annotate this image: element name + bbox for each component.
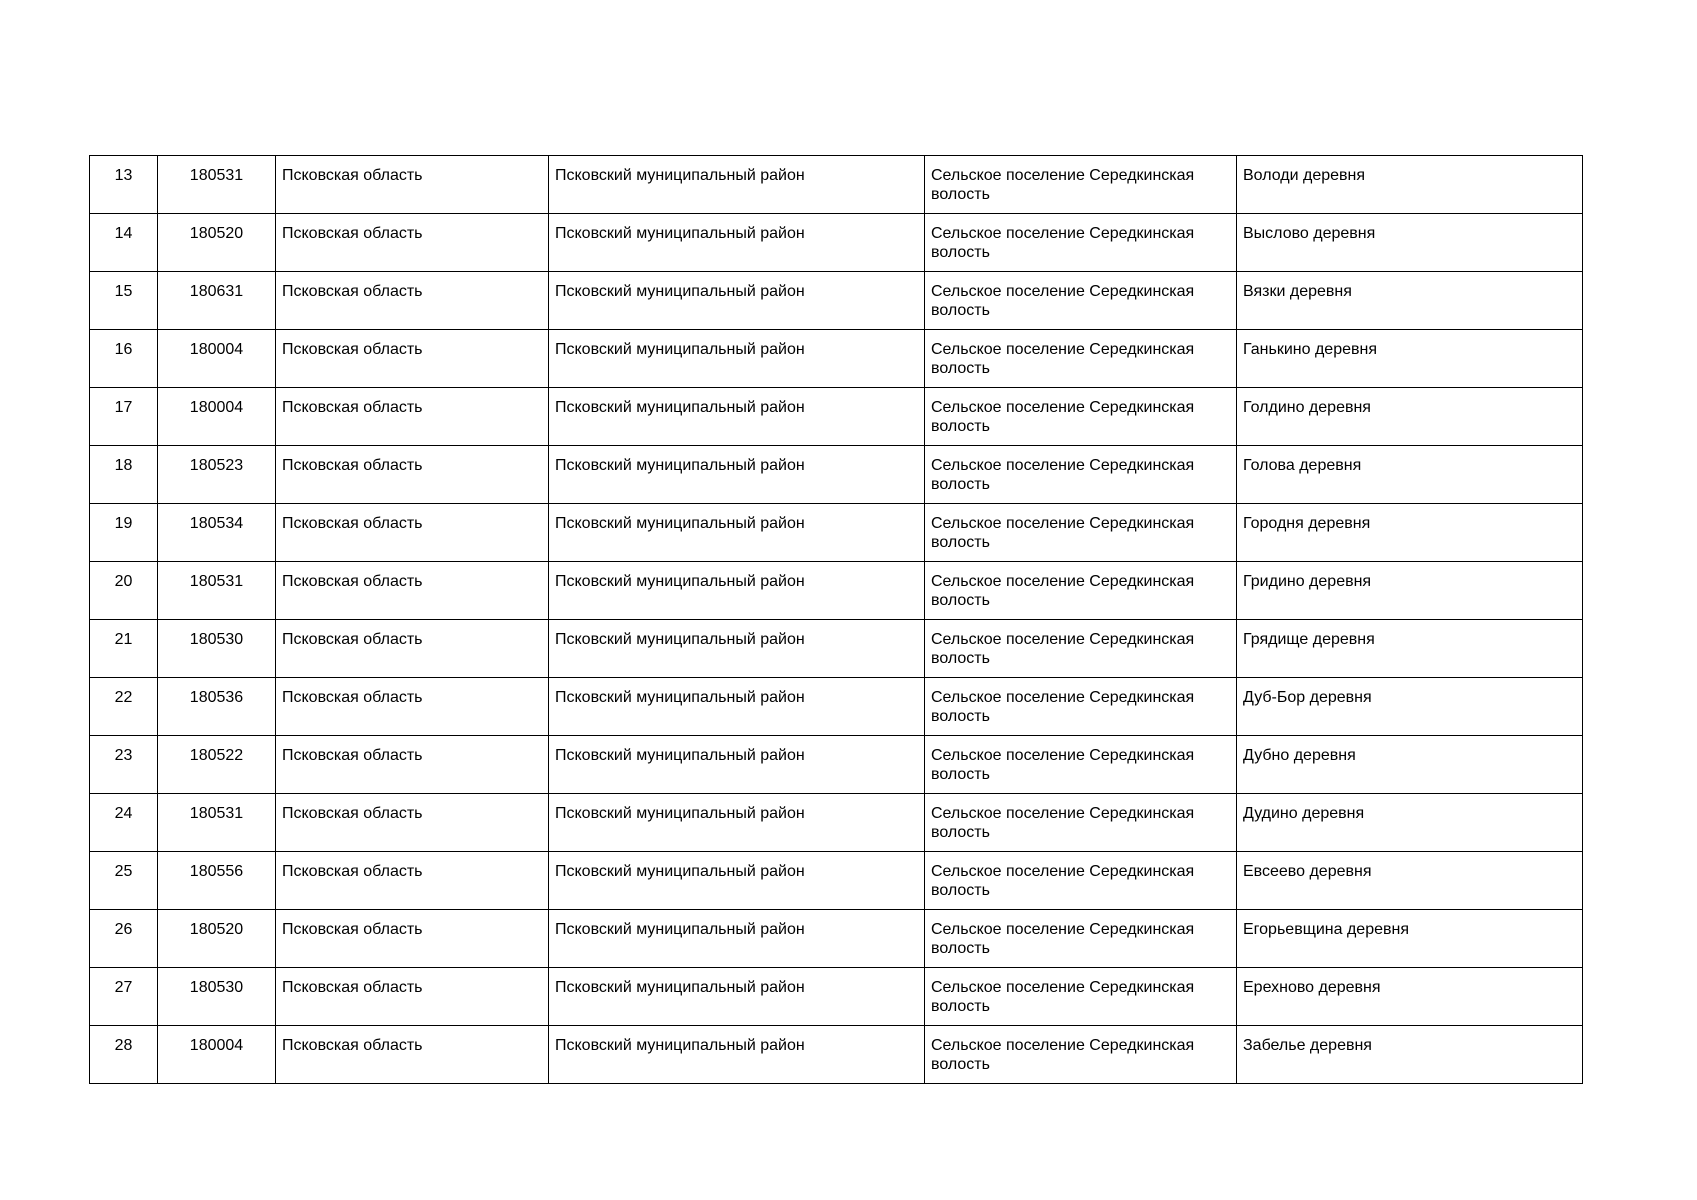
- table-row: [90, 562, 1583, 620]
- row-number-cell: 27: [90, 968, 158, 1026]
- district-cell: Псковский муниципальный район: [549, 446, 925, 504]
- postal-code-cell: 180520: [158, 214, 276, 272]
- locality-cell: Дуб-Бор деревня: [1237, 678, 1583, 736]
- row-number-cell: 22: [90, 678, 158, 736]
- table-row: [90, 620, 1583, 678]
- settlement-cell: Сельское поселение Середкинская волость: [925, 214, 1237, 272]
- postal-code-cell: 180531: [158, 562, 276, 620]
- table-row: [90, 156, 1583, 214]
- locality-cell: Вязки деревня: [1237, 272, 1583, 330]
- row-number-cell: 14: [90, 214, 158, 272]
- settlement-cell: Сельское поселение Середкинская волость: [925, 620, 1237, 678]
- district-cell: Псковский муниципальный район: [549, 214, 925, 272]
- row-number-cell: 24: [90, 794, 158, 852]
- region-cell: Псковская область: [276, 736, 549, 794]
- region-cell: Псковская область: [276, 620, 549, 678]
- locality-cell: Евсеево деревня: [1237, 852, 1583, 910]
- locality-cell: Голова деревня: [1237, 446, 1583, 504]
- locality-cell: Ганькино деревня: [1237, 330, 1583, 388]
- locality-cell: Володи деревня: [1237, 156, 1583, 214]
- locality-table: [89, 155, 1583, 1084]
- table-row: [90, 678, 1583, 736]
- settlement-cell: Сельское поселение Середкинская волость: [925, 1026, 1237, 1084]
- table-row: [90, 736, 1583, 794]
- district-cell: Псковский муниципальный район: [549, 678, 925, 736]
- postal-code-cell: 180520: [158, 910, 276, 968]
- row-number-cell: 25: [90, 852, 158, 910]
- region-cell: Псковская область: [276, 388, 549, 446]
- settlement-cell: Сельское поселение Середкинская волость: [925, 156, 1237, 214]
- region-cell: Псковская область: [276, 968, 549, 1026]
- settlement-cell: Сельское поселение Середкинская волость: [925, 678, 1237, 736]
- settlement-cell: Сельское поселение Середкинская волость: [925, 388, 1237, 446]
- postal-code-cell: 180631: [158, 272, 276, 330]
- row-number-cell: 26: [90, 910, 158, 968]
- locality-cell: Забелье деревня: [1237, 1026, 1583, 1084]
- district-cell: Псковский муниципальный район: [549, 156, 925, 214]
- locality-cell: Гридино деревня: [1237, 562, 1583, 620]
- region-cell: Псковская область: [276, 272, 549, 330]
- table-row: [90, 1026, 1583, 1084]
- postal-code-cell: 180004: [158, 330, 276, 388]
- settlement-cell: Сельское поселение Середкинская волость: [925, 272, 1237, 330]
- settlement-cell: Сельское поселение Середкинская волость: [925, 852, 1237, 910]
- region-cell: Псковская область: [276, 446, 549, 504]
- row-number-cell: 16: [90, 330, 158, 388]
- district-cell: Псковский муниципальный район: [549, 852, 925, 910]
- row-number-cell: 15: [90, 272, 158, 330]
- postal-code-cell: 180530: [158, 620, 276, 678]
- locality-cell: Егорьевщина деревня: [1237, 910, 1583, 968]
- postal-code-cell: 180534: [158, 504, 276, 562]
- locality-cell: Дудино деревня: [1237, 794, 1583, 852]
- row-number-cell: 20: [90, 562, 158, 620]
- settlement-cell: Сельское поселение Середкинская волость: [925, 968, 1237, 1026]
- table-row: [90, 388, 1583, 446]
- district-cell: Псковский муниципальный район: [549, 272, 925, 330]
- row-number-cell: 23: [90, 736, 158, 794]
- region-cell: Псковская область: [276, 330, 549, 388]
- locality-cell: Голдино деревня: [1237, 388, 1583, 446]
- postal-code-cell: 180531: [158, 156, 276, 214]
- district-cell: Псковский муниципальный район: [549, 1026, 925, 1084]
- settlement-cell: Сельское поселение Середкинская волость: [925, 736, 1237, 794]
- postal-code-cell: 180531: [158, 794, 276, 852]
- postal-code-cell: 180522: [158, 736, 276, 794]
- district-cell: Псковский муниципальный район: [549, 330, 925, 388]
- postal-code-cell: 180556: [158, 852, 276, 910]
- region-cell: Псковская область: [276, 156, 549, 214]
- region-cell: Псковская область: [276, 678, 549, 736]
- table-row: [90, 214, 1583, 272]
- district-cell: Псковский муниципальный район: [549, 388, 925, 446]
- region-cell: Псковская область: [276, 504, 549, 562]
- table-row: [90, 504, 1583, 562]
- table-row: [90, 330, 1583, 388]
- settlement-cell: Сельское поселение Середкинская волость: [925, 330, 1237, 388]
- row-number-cell: 17: [90, 388, 158, 446]
- district-cell: Псковский муниципальный район: [549, 562, 925, 620]
- settlement-cell: Сельское поселение Середкинская волость: [925, 794, 1237, 852]
- postal-code-cell: 180530: [158, 968, 276, 1026]
- district-cell: Псковский муниципальный район: [549, 794, 925, 852]
- postal-code-cell: 180004: [158, 1026, 276, 1084]
- table-row: [90, 968, 1583, 1026]
- table-row: [90, 852, 1583, 910]
- settlement-cell: Сельское поселение Середкинская волость: [925, 562, 1237, 620]
- settlement-cell: Сельское поселение Середкинская волость: [925, 910, 1237, 968]
- district-cell: Псковский муниципальный район: [549, 968, 925, 1026]
- region-cell: Псковская область: [276, 562, 549, 620]
- row-number-cell: 19: [90, 504, 158, 562]
- table-row: [90, 446, 1583, 504]
- row-number-cell: 28: [90, 1026, 158, 1084]
- locality-cell: Городня деревня: [1237, 504, 1583, 562]
- region-cell: Псковская область: [276, 794, 549, 852]
- table-row: [90, 794, 1583, 852]
- postal-code-cell: 180523: [158, 446, 276, 504]
- row-number-cell: 21: [90, 620, 158, 678]
- region-cell: Псковская область: [276, 852, 549, 910]
- locality-cell: Выслово деревня: [1237, 214, 1583, 272]
- row-number-cell: 18: [90, 446, 158, 504]
- locality-cell: Грядище деревня: [1237, 620, 1583, 678]
- table-row: [90, 910, 1583, 968]
- district-cell: Псковский муниципальный район: [549, 736, 925, 794]
- district-cell: Псковский муниципальный район: [549, 504, 925, 562]
- row-number-cell: 13: [90, 156, 158, 214]
- settlement-cell: Сельское поселение Середкинская волость: [925, 504, 1237, 562]
- region-cell: Псковская область: [276, 910, 549, 968]
- postal-code-cell: 180004: [158, 388, 276, 446]
- region-cell: Псковская область: [276, 214, 549, 272]
- settlement-cell: Сельское поселение Середкинская волость: [925, 446, 1237, 504]
- postal-code-cell: 180536: [158, 678, 276, 736]
- locality-cell: Дубно деревня: [1237, 736, 1583, 794]
- district-cell: Псковский муниципальный район: [549, 620, 925, 678]
- region-cell: Псковская область: [276, 1026, 549, 1084]
- table-body: [90, 156, 1583, 1084]
- district-cell: Псковский муниципальный район: [549, 910, 925, 968]
- locality-cell: Ерехново деревня: [1237, 968, 1583, 1026]
- table-row: [90, 272, 1583, 330]
